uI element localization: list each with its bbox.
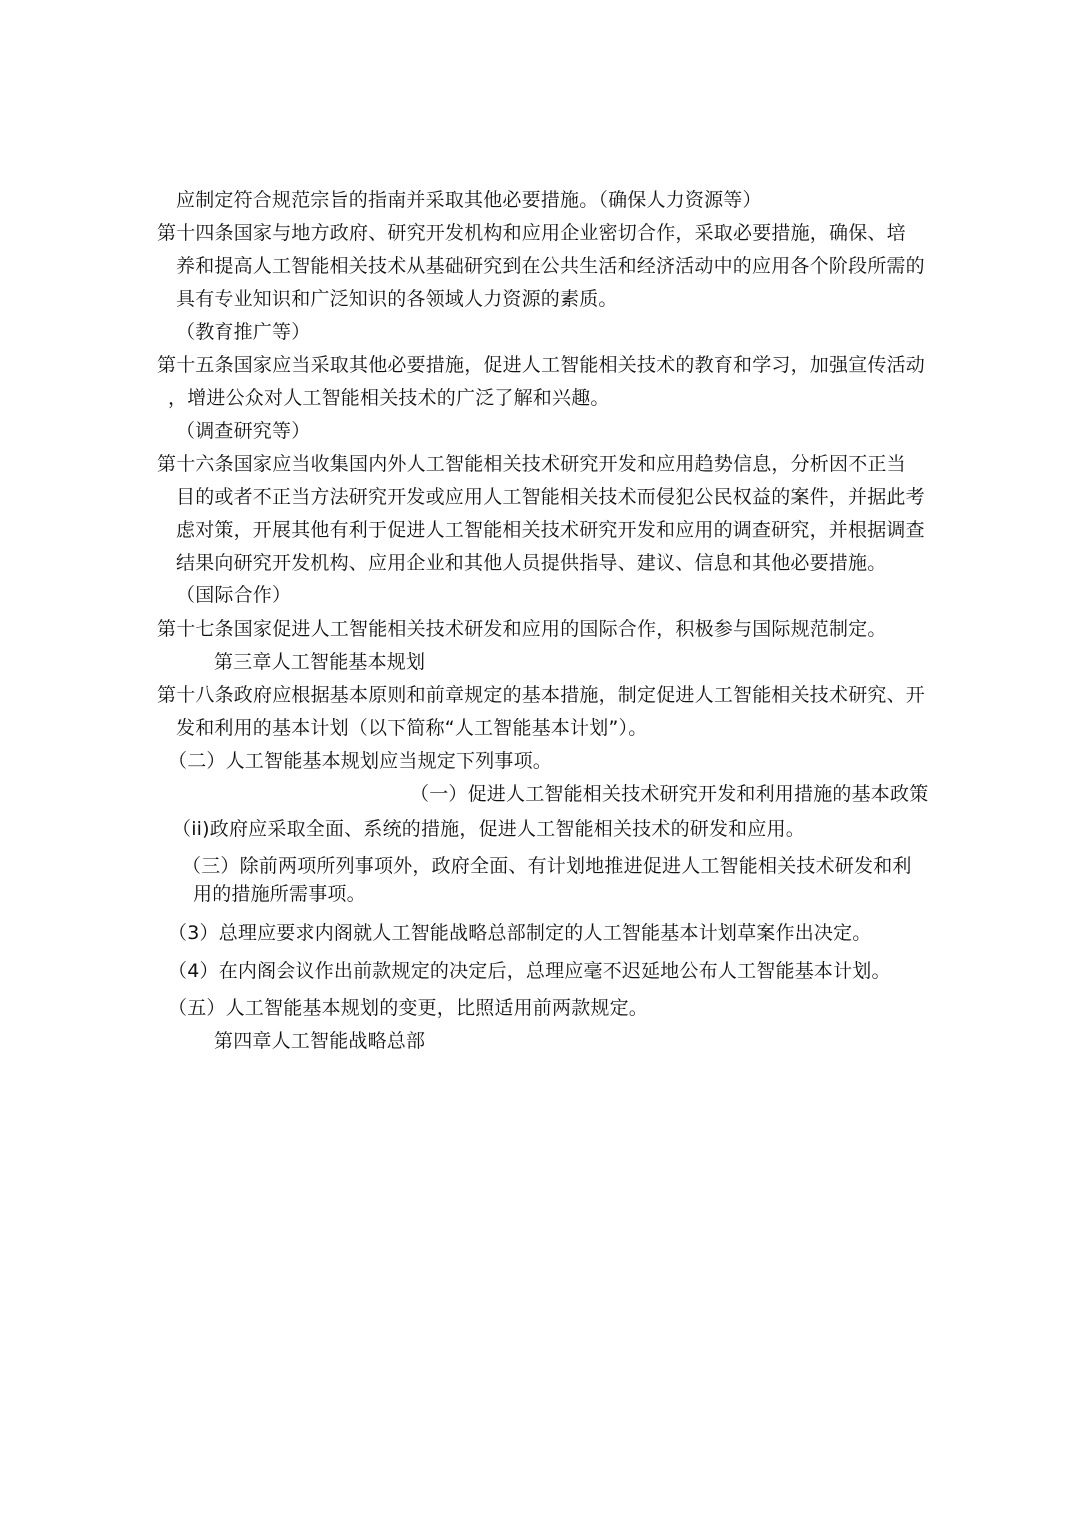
section-heading: （调查研究等）	[176, 420, 311, 442]
article-16-line: 第十六条国家应当收集国内外人工智能相关技术研究开发和应用趋势信息，分析因不正当	[157, 453, 906, 475]
clause-line: （ii)政府应采取全面、系统的措施，促进人工智能相关技术的研发和应用。	[172, 818, 805, 840]
text-line: 目的或者不正当方法研究开发或应用人工智能相关技术而侵犯公民权益的案件，并据此考	[176, 486, 925, 508]
clause-line: （一）促进人工智能相关技术研究开发和利用措施的基本政策	[410, 783, 929, 805]
text-line: 养和提高人工智能相关技术从基础研究到在公共生活和经济活动中的应用各个阶段所需的	[176, 255, 925, 277]
section-heading: （国际合作）	[176, 584, 292, 606]
text-line: 结果向研究开发机构、应用企业和其他人员提供指导、建议、信息和其他必要措施。	[176, 552, 887, 574]
article-17-line: 第十七条国家促进人工智能相关技术研发和应用的国际合作，积极参与国际规范制定。	[157, 618, 887, 640]
text-line: 用的措施所需事项。	[193, 883, 366, 905]
article-14-line: 第十四条国家与地方政府、研究开发机构和应用企业密切合作，采取必要措施，确保、培	[157, 222, 906, 244]
text-line: 具有专业知识和广泛知识的各领域人力资源的素质。	[176, 288, 618, 310]
text-line: 虑对策，开展其他有利于促进人工智能相关技术研究开发和应用的调查研究，并根据调查	[176, 519, 925, 541]
chapter-heading: 第三章人工智能基本规划	[214, 651, 426, 673]
article-15-line: 第十五条国家应当采取其他必要措施，促进人工智能相关技术的教育和学习，加强宣传活动	[157, 354, 926, 376]
chapter-heading: 第四章人工智能战略总部	[214, 1030, 426, 1052]
text-line: ，增进公众对人工智能相关技术的广泛了解和兴趣。	[168, 387, 610, 409]
clause-line: （4）在内阁会议作出前款规定的决定后，总理应毫不迟延地公布人工智能基本计划。	[168, 960, 891, 982]
clause-line: （五）人工智能基本规划的变更，比照适用前两款规定。	[168, 997, 649, 1019]
text-line: 应制定符合规范宗旨的指南并采取其他必要措施。（确保人力资源等）	[176, 189, 762, 211]
text-line: 发和利用的基本计划（以下简称“人工智能基本计划”）。	[176, 717, 648, 739]
clause-line: （3）总理应要求内阁就人工智能战略总部制定的人工智能基本计划草案作出决定。	[168, 922, 872, 944]
clause-line: （二）人工智能基本规划应当规定下列事项。	[168, 750, 553, 772]
section-heading: （教育推广等）	[176, 321, 311, 343]
article-18-line: 第十八条政府应根据基本原则和前章规定的基本措施，制定促进人工智能相关技术研究、开	[157, 684, 926, 706]
clause-line: （三）除前两项所列事项外，政府全面、有计划地推进促进人工智能相关技术研发和利	[182, 855, 912, 877]
